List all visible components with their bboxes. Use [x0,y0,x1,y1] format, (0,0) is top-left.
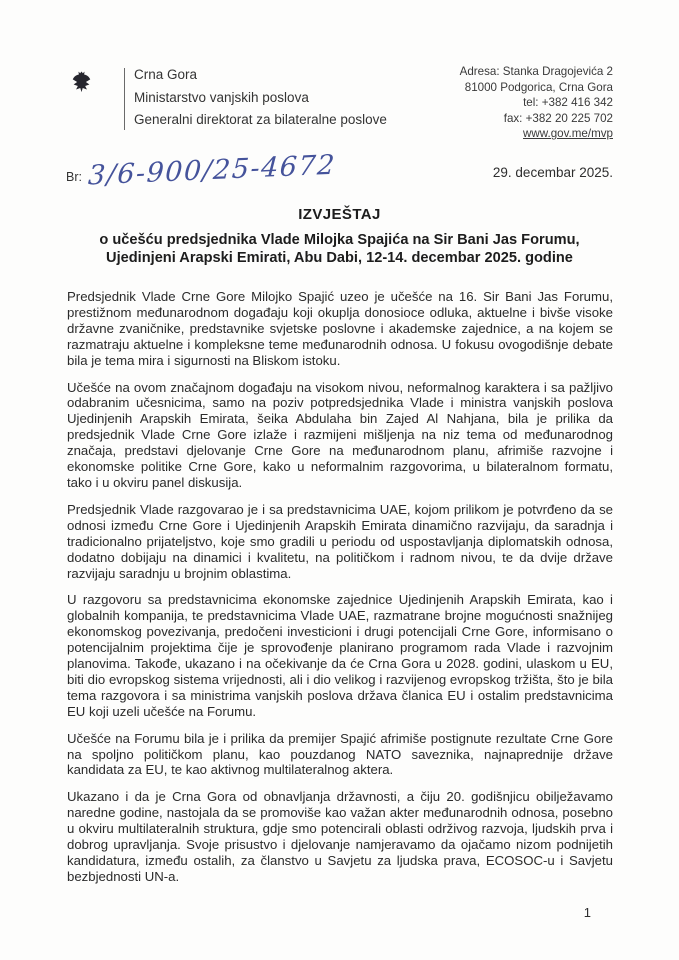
body-paragraph: Učešće na ovom značajnom događaju na visokom nivou, neformalnog karaktera i sa pažljivo odabranim učesnicima, samo na poziv potpredsjednika Vlade i ministra vanjskih poslova Ujedinjenih Arapskih Emirata, šeika Abdulaha bin Zajed Al Nahjana, bila je prilika da predsjednik Vlade Crne Gore izlaže i razmijeni mišljenja na niz tema od međunarodnog značaja, predstavi djelovanje Crne Gore na međunarodnom planu, afrimiše razvojne i ekonomske politike Crne Gore, kako u neformalnim razgovorima, u bilateralnom formatu, tako i u okviru panel diskusija. [67,379,613,490]
website-link: www.gov.me/mvp [523,127,613,141]
document-date: 29. decembar 2025. [492,165,613,180]
org-ministry: Ministarstvo vanjskih poslova [134,89,309,105]
body-paragraph: Ukazano i da je Crna Gora od obnavljanja državnosti, a čiju 20. godišnjicu obilježavamo naredne godine, nastojala da se promoviše kao važan akter međunarodnih odnosa, posebno u okviru multilateralnih struktura, gdje smo potencirali oblasti održivog razvoja, ljudskih prva i dobrog upravljanja. Svoje prisustvo i djelovanje namjeravamo da ojačamo nizom podnijetih kandidatura, između ostalih, za članstvo u Savjetu za ljudska prava, ECOSOC-u i Savjetu bezbjednosti UN-a. [67,789,613,884]
body-paragraph: Predsjednik Vlade Crne Gore Milojko Spajić uzeo je učešće na 16. Sir Bani Jas Forumu, prestižnom međunarodnom događaju koji okuplja donosioce odluka, aktuelne i bivše visoke državne zvaničnike, predstavnike svjetske poslovne i akademske zajednice, a na kojem se razmatraju aktuelne i kompleksne teme međunarodnih odnosa. U fokusu ovogodišnje debate bila je tema mira i sigurnosti na Bliskom istoku. [67,289,613,368]
address-tel: tel: +382 416 342 [523,96,613,110]
address-block [460,64,613,142]
coat-of-arms-icon [71,70,92,94]
title-block [0,206,679,267]
header-divider [124,68,125,130]
org-header [71,64,387,132]
document-title: IZVJEŠTAJ [298,206,381,223]
body-paragraph: Predsjednik Vlade razgovarao je i sa predstavnicima UAE, kojom prilikom je potvrđeno da se odnosi između Crne Gore i Ujedinjenih Arapskih Emirata dinamično razvijaju, da saradnja i tradicionalno prijateljstvo, koje smo gradili u periodu od uspostavljanja diplomatskih odnosa, dodatno dobijaju na dinamici i kvalitetu, na političkom i radnom nivou, te da dvije države razvijaju saradnju u brojnim oblastima. [67,501,613,581]
document-subtitle [0,232,679,267]
subtitle-line-1: o učešću predsjednika Vlade Milojka Spajića na Sir Bani Jas Forumu, [99,232,580,248]
org-name-block [134,64,387,132]
reference-label: Br: [66,170,82,184]
org-country: Crna Gora [134,67,198,82]
address-street: Adresa: Stanka Dragojevića 2 [459,65,613,78]
org-directorate: Generalni direktorat za bilateralne poslove [134,112,387,127]
address-fax: fax: +382 20 225 702 [503,111,613,125]
address-city: 81000 Podgorica, Crna Gora [464,80,613,94]
body-paragraph: U razgovoru sa predstavnicima ekonomske zajednice Ujedinjenih Arapskih Emirata, kao i globalnih kompanija, te predstavnicima Vlade UAE, razmatrane brojne mogućnosti snažnijeg ekonomskog povezivanja, predočeni investicioni i drugi potencijali Crne Gore, informisano o potencijalnim projektima čije je sprovođenje planirano programom rada Vlade i razvojnim planovima. Takođe, ukazano i na očekivanje da će Crna Gora u 2028. godini, ulaskom u EU, biti dio evropskog sistema vrijednosti, ali i dio velikog i razvijenog evropskog tržišta, što je bila tema razgovora i sa ministrima vanjskih poslova država članica EU i ostalim predstavnicima EU koji uzeli učešće na Forumu. [67,592,613,719]
document-body [67,289,613,896]
subtitle-line-2: Ujedinjeni Arapski Emirati, Abu Dabi, 12-14. decembar 2025. godine [106,249,573,266]
page-number: 1 [583,905,591,920]
body-paragraph: Učešće na Forumu bila je i prilika da premijer Spajić afrimiše postignute rezultate Crne Gore na spoljno političkom planu, kao pouzdanog NATO saveznika, najnaprednije države kandidata za EU, te kao aktivnog multilateralnog aktera. [67,730,613,778]
reference-number-handwritten: 3/6-900/25-4672 [87,149,337,192]
